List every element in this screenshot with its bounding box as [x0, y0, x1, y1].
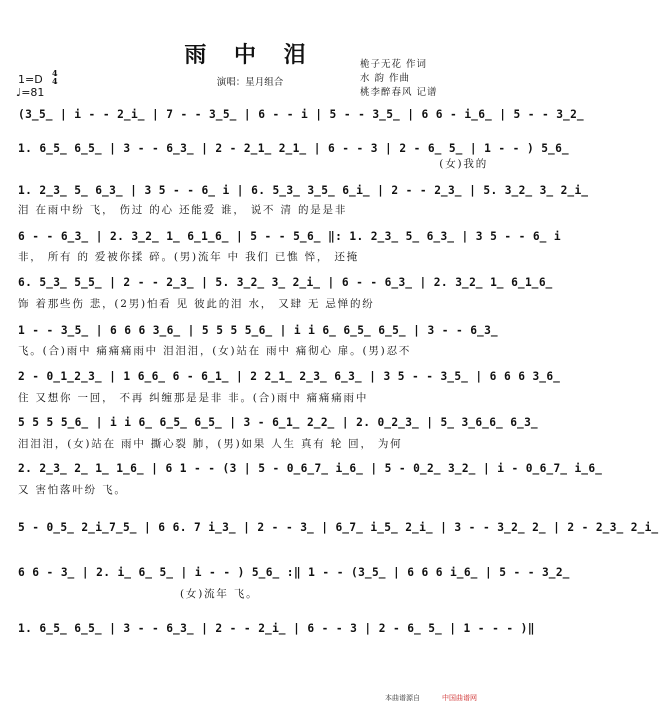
notation-line-3: 1. 2̲3̲ 5̲ 6̲3̲ | 3 5 - - 6̲ i | 6. 5̲3̲ 3̲5̲ 6̲i̲ | 2 - - 2̲3̲ | 5. 3̲2̲ 3̲ 2̲i̲: [18, 184, 589, 197]
lyric-line-2: (女)我的: [439, 158, 488, 170]
footer-brand-link[interactable]: 中国曲谱网: [442, 694, 477, 702]
time-signature-top: 4: [52, 68, 58, 78]
notation-line-11: 6 6 - 3̲ | 2. i̲ 6̲ 5̲ | i - - ) 5̲6̲ :‖ 1 - - (3̲5̲ | 6 6 6 i̲6̲ | 5 - - 3̲2̲: [18, 566, 570, 579]
transcriber-credit: 桃李醉春风 记谱: [360, 87, 438, 98]
notation-line-2: 1. 6̲5̲ 6̲5̲ | 3 - - 6̲3̲ | 2 - 2̲1̲ 2̲1̲ | 6 - - 3 | 2 - 6̲ 5̲ | 1 - - ) 5̲6̲: [18, 142, 569, 155]
notation-line-7: 2 - 0̲1̲2̲3̲ | 1 6̲6̲ 6 - 6̲1̲ | 2 2̲1̲ 2̲3̲ 6̲3̲ | 3 5 - - 3̲5̲ | 6 6 6 3̲6̲: [18, 370, 561, 383]
lyricist-credit: 桅子无花 作词: [360, 59, 428, 70]
notation-line-9: 2. 2̲3̲ 2̲ 1̲ 1̲6̲ | 6 1 - - (3 | 5 - 0̲6̲7̲ i̲6̲ | 5 - 0̲2̲ 3̲2̲ | i - 0̲6̲7̲ i̲6̲: [18, 462, 603, 475]
lyric-line-7: 住 又想你 一回， 不再 纠缠那是是非 非。(合)雨中 痛痛痛雨中: [18, 392, 369, 404]
lyric-line-5: 饰 着那些伤 悲，(2男)怕看 见 彼此的泪 水， 又肆 无 忌惮的纷: [18, 298, 375, 310]
tempo-marking: ♩=81: [16, 86, 45, 99]
time-signature: [52, 69, 58, 85]
notation-line-5: 6. 5̲3̲ 5̲5̲ | 2 - - 2̲3̲ | 5. 3̲2̲ 3̲ 2̲i̲ | 6 - - 6̲3̲ | 2. 3̲2̲ 1̲ 6̲1̲6̲: [18, 276, 553, 289]
lyric-line-6: 飞。(合)雨中 痛痛痛雨中 泪泪泪，(女)站在 雨中 痛彻心 扉。(男)忍不: [18, 345, 412, 357]
notation-line-8: 5 5 5 5̲6̲ | i i 6̲ 6̲5̲ 6̲5̲ | 3 - 6̲1̲ 2̲2̲ | 2. 0̲2̲3̲ | 5̲ 3̲6̲6̲ 6̲3̲: [18, 416, 539, 429]
lyric-line-4: 非， 所有 的 爱被你揉 碎。(男)流年 中 我们 已憔 悴， 还掩: [18, 251, 359, 263]
lyric-line-9: 又 害怕落叶纷 飞。: [18, 484, 127, 496]
notation-line-1: (3̲5̲ | i - - 2̲i̲ | 7 - - 3̲5̲ | 6 - - i | 5 - - 3̲5̲ | 6 6 - i̲6̲ | 5 - - 3̲2̲: [18, 108, 585, 121]
composer-credit: 水 韵 作曲: [360, 73, 411, 84]
lyric-line-11: (女)流年 飞。: [180, 588, 259, 600]
time-signature-bottom: 4: [52, 76, 58, 86]
lyric-line-8: 泪泪泪，(女)站在 雨中 撕心裂 肺，(男)如果 人生 真有 轮 回， 为何: [18, 438, 403, 450]
song-title: 雨 中 泪: [184, 42, 316, 68]
key-signature: 1=D: [18, 73, 43, 86]
footer-source-note: 本曲谱源自: [385, 694, 420, 702]
performer-credit: 演唱：星月组合: [216, 77, 284, 88]
notation-line-6: 1 - - 3̲5̲ | 6 6 6 3̲6̲ | 5 5 5 5̲6̲ | i i 6̲ 6̲5̲ 6̲5̲ | 3 - - 6̲3̲: [18, 324, 499, 337]
notation-line-10: 5 - 0̲5̲ 2̲i̲7̲5̲ | 6 6. 7 i̲3̲ | 2 - - 3̲ | 6̲7̲ i̲5̲ 2̲i̲ | 3 - - 3̲2̲ 2̲ | 2 - 2̲3̲ 2̲i̲: [18, 521, 659, 534]
notation-line-4: 6 - - 6̲3̲ | 2. 3̲2̲ 1̲ 6̲1̲6̲ | 5 - - 5̲6̲ ‖: 1. 2̲3̲ 5̲ 6̲3̲ | 3 5 - - 6̲ i: [18, 230, 562, 243]
lyric-line-3: 泪 在雨中纷 飞， 伤过 的心 还能爱 谁， 说不 清 的是是非: [18, 204, 348, 216]
notation-line-12: 1. 6̲5̲ 6̲5̲ | 3 - - 6̲3̲ | 2 - - 2̲i̲ | 6 - - 3 | 2 - 6̲ 5̲ | 1 - - - )‖: [18, 622, 535, 635]
